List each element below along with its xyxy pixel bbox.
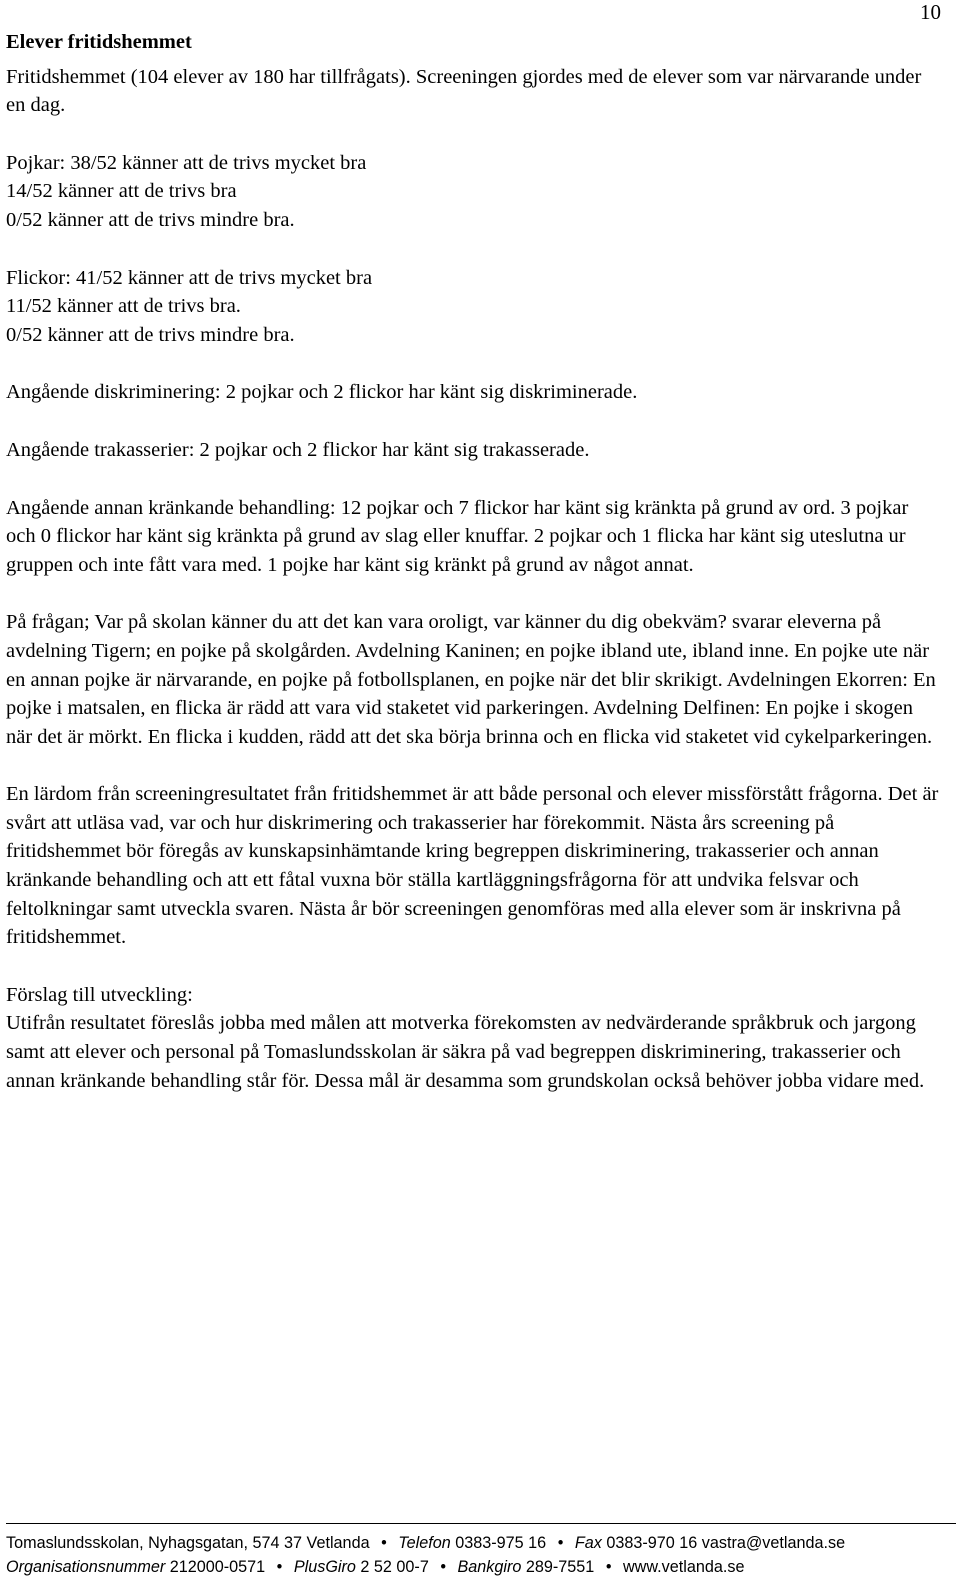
girls-line: 0/52 känner att de trivs mindre bra. xyxy=(6,323,295,346)
girls-line: Flickor: 41/52 känner att de trivs mycket bra xyxy=(6,266,373,289)
footer-org-value: 212000-0571 xyxy=(169,1558,266,1576)
bullet-separator: • xyxy=(276,1558,283,1576)
footer-fax-value: 0383-970 16 vastra@vetlanda.se xyxy=(606,1534,846,1552)
footer-plusgiro-label: PlusGiro xyxy=(293,1558,356,1576)
footer-website: www.vetlanda.se xyxy=(622,1558,745,1576)
unsafe-places-paragraph: På frågan; Var på skolan känner du att det kan vara oroligt, var känner du dig obekväm? svarar eleverna på avdelning Tigern; en pojke på skolgården. Avdelning Kaninen; en pojke ibland ute, ibland inne. En pojke ute när en annan pojke är närvarande, en pojke på fotbollsplanen, en pojke när det blir skrikigt. Avdelningen Ekorren: En pojke i matsalen, en flicka är rädd att vara vid staketet vid parkeringen. Avdelning Delfinen: En pojke i skogen när det är mörkt. En flicka i kudden, rädd att det ska börja brinna och en flicka vid staketet vid cykelparkeringen. xyxy=(6,611,936,748)
harassment-paragraph: Angående trakasserier: 2 pojkar och 2 flickor har känt sig trakasserade. xyxy=(6,438,590,461)
suggestion-paragraph: Utifrån resultatet föreslås jobba med målen att motverka förekomsten av nedvärderande språkbruk och jargong samt att elever och personal på Tomaslundsskolan är säkra på vad begreppen diskriminering, trakasserier och annan kränkande behandling står för. Dessa mål är desamma som grundskolan också behöver jobba vidare med. xyxy=(6,1012,925,1092)
intro-paragraph: Fritidshemmet (104 elever av 180 har tillfrågats). Screeningen gjordes med de elever som var närvarande under en dag. xyxy=(6,65,922,117)
boys-results xyxy=(6,149,941,235)
footer-telefon-value: 0383-975 16 xyxy=(455,1534,547,1552)
footer-fax-label: Fax xyxy=(574,1534,602,1552)
section-heading: Elever fritidshemmet xyxy=(6,31,192,53)
girls-results xyxy=(6,264,941,350)
bullet-separator: • xyxy=(557,1534,564,1552)
bullet-separator: • xyxy=(381,1534,387,1552)
other-treatment-paragraph: Angående annan kränkande behandling: 12 pojkar och 7 flickor har känt sig kränkta på grund av ord. 3 pojkar och 0 flickor har känt sig kränkta på grund av slag eller knuffar. 2 pojkar och 1 flicka har känt sig uteslutna ur gruppen och inte fått vara med. 1 pojke har känt sig kränkt på grund av något annat. xyxy=(6,496,909,576)
lesson-paragraph: En lärdom från screeningresultatet från fritidshemmet är att både personal och elever missförstått frågorna. Det är svårt att utläsa vad, var och hur diskrimering och trakasserier har förekommit. Nästa års screening på fritidshemmet bör föregås av kunskapsinhämtande kring begreppen diskriminering, trakasserier och annan kränkande behandling och att ett fåtal vuxna bör ställa kartläggningsfrågorna för att undvika felsvar och feltolkningar samt utveckla svaren. Nästa år bör screeningen genomföras med alla elever som är inskrivna på fritidshemmet. xyxy=(6,783,939,949)
document-body xyxy=(6,24,941,1124)
footer-line-finance xyxy=(6,1555,956,1579)
boys-line: 0/52 känner att de trivs mindre bra. xyxy=(6,208,295,231)
discrimination-paragraph: Angående diskriminering: 2 pojkar och 2 flickor har känt sig diskriminerade. xyxy=(6,381,638,404)
boys-line: Pojkar: 38/52 känner att de trivs mycket bra xyxy=(6,151,367,174)
boys-line: 14/52 känner att de trivs bra xyxy=(6,180,237,203)
footer-line-contact xyxy=(6,1531,956,1555)
footer-plusgiro-value: 2 52 00-7 xyxy=(360,1558,429,1576)
bullet-separator: • xyxy=(440,1558,446,1576)
bullet-separator: • xyxy=(605,1558,612,1576)
footer-bankgiro-value: 289-7551 xyxy=(525,1558,595,1576)
page-footer xyxy=(6,1523,956,1579)
footer-address: Tomaslundsskolan, Nyhagsgatan, 574 37 Vetlanda xyxy=(6,1534,370,1552)
footer-org-label: Organisationsnummer xyxy=(6,1558,166,1576)
page-number: 10 xyxy=(920,0,941,24)
suggestion-heading: Förslag till utveckling: xyxy=(6,983,193,1006)
girls-line: 11/52 känner att de trivs bra. xyxy=(6,295,241,318)
footer-bankgiro-label: Bankgiro xyxy=(457,1558,522,1576)
footer-telefon-label: Telefon xyxy=(398,1534,451,1552)
